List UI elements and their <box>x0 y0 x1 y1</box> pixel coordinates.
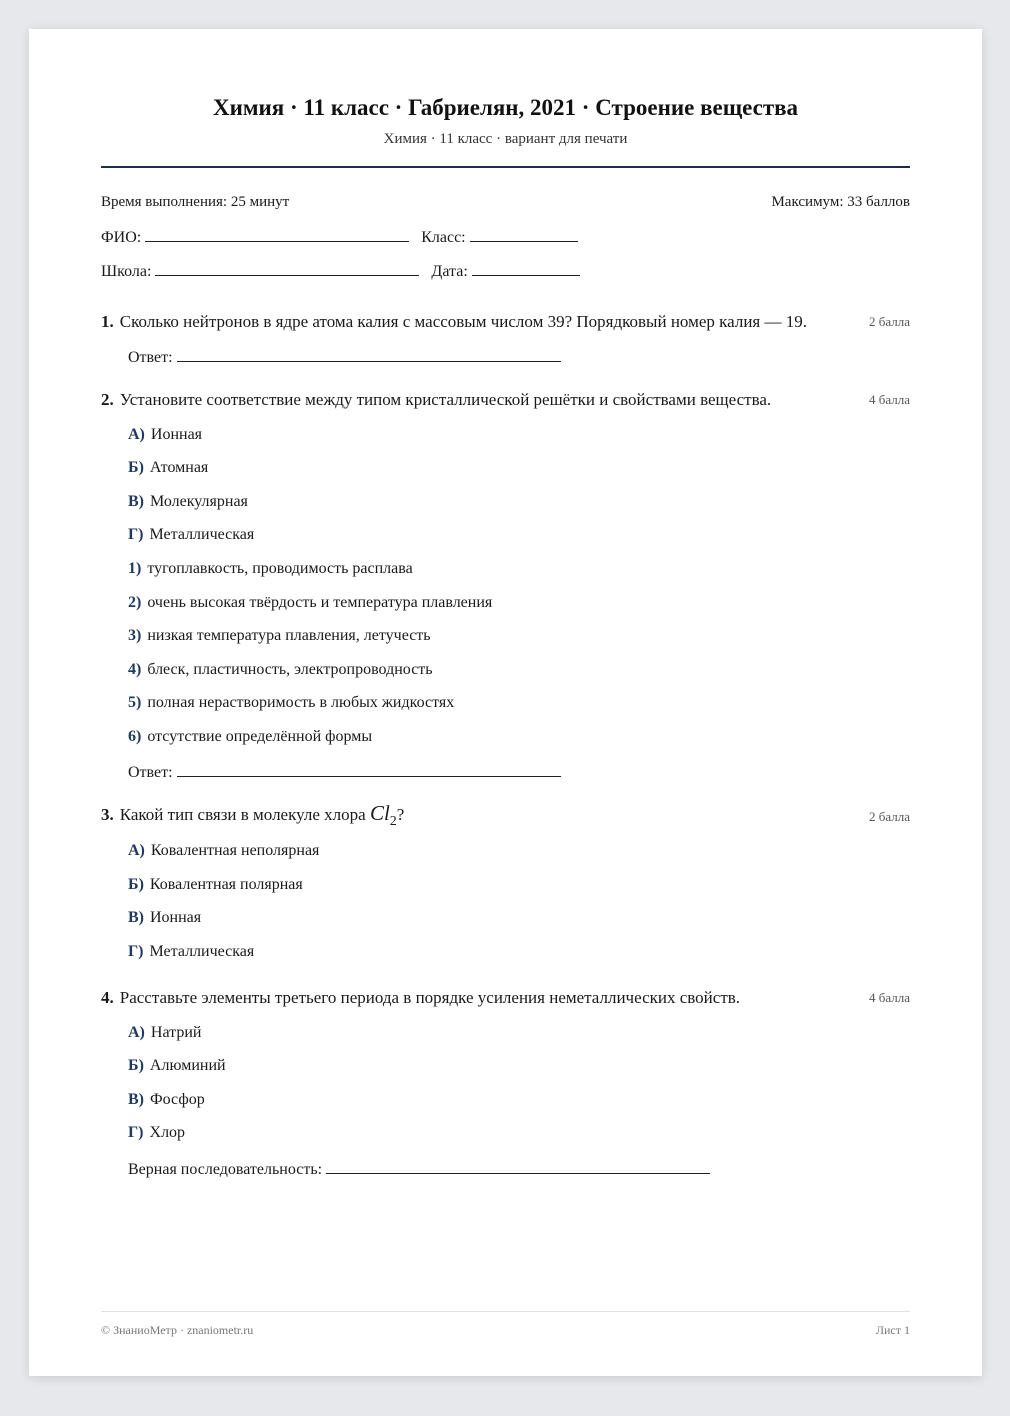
option-item <box>128 728 372 746</box>
option-label: А) <box>128 426 145 443</box>
question-points: 4 балла <box>869 392 910 407</box>
question-number: 1. <box>101 312 114 331</box>
page-title: Химия · 11 класс · Габриелян, 2021 · Строение вещества <box>212 95 799 120</box>
question-4 <box>101 988 910 1008</box>
option-text: Хлор <box>149 1124 186 1141</box>
fio-blank[interactable] <box>145 227 409 242</box>
option-item <box>128 842 319 860</box>
footer-divider <box>101 1311 910 1312</box>
option-item <box>128 1057 226 1075</box>
fio-label: ФИО: <box>101 229 142 246</box>
option-item <box>128 1124 185 1142</box>
answer-row-1 <box>128 347 561 367</box>
option-text: тугоплавкость, проводимость расплава <box>147 560 413 577</box>
option-text: Ковалентная неполярная <box>150 842 320 859</box>
option-text: Молекулярная <box>150 493 248 510</box>
option-item <box>128 459 208 477</box>
school-blank[interactable] <box>155 261 419 276</box>
option-item <box>128 909 201 927</box>
answer-blank[interactable] <box>177 762 561 777</box>
answer-row-2 <box>128 762 561 782</box>
question-text: Расставьте элементы третьего периода в порядке усиления неметаллических свойств. <box>119 988 741 1007</box>
page-content <box>101 29 910 1376</box>
option-item <box>128 943 254 961</box>
option-label: 4) <box>128 661 142 678</box>
answer-blank[interactable] <box>177 347 561 362</box>
class-blank[interactable] <box>470 227 578 242</box>
class-label: Класс: <box>421 229 466 246</box>
option-label: Г) <box>128 943 144 960</box>
option-label: 5) <box>128 694 142 711</box>
answer-label: Ответ: <box>128 349 173 366</box>
option-label: 6) <box>128 728 142 745</box>
question-number: 3. <box>101 805 114 824</box>
option-label: В) <box>128 1091 144 1108</box>
option-text: Фосфор <box>150 1091 205 1108</box>
question-number: 2. <box>101 390 114 409</box>
date-blank[interactable] <box>472 261 580 276</box>
date-label: Дата: <box>431 263 468 280</box>
question-text: Какой тип связи в молекуле хлора <box>119 805 366 824</box>
option-label: Б) <box>128 459 144 476</box>
option-text: Натрий <box>150 1024 202 1041</box>
option-text: Атомная <box>149 459 209 476</box>
worksheet-page <box>29 29 982 1376</box>
question-points: 4 балла <box>869 990 910 1005</box>
option-text: полная нерастворимость в любых жидкостях <box>147 694 455 711</box>
option-text: Ионная <box>150 426 203 443</box>
option-text: Алюминий <box>149 1057 226 1074</box>
formula-main: Cl <box>369 801 390 825</box>
school-label: Школа: <box>101 263 152 280</box>
option-text: отсутствие определённой формы <box>147 728 373 745</box>
answer-row-4 <box>128 1159 710 1179</box>
option-label: А) <box>128 842 145 859</box>
option-text: Ионная <box>150 909 202 926</box>
page-subtitle: Химия · 11 класс · вариант для печати <box>383 131 628 147</box>
question-points: 2 балла <box>869 314 910 329</box>
option-item <box>128 627 431 645</box>
question-text-end: ? <box>396 805 405 824</box>
option-text: блеск, пластичность, электропроводность <box>147 661 433 678</box>
question-text: Установите соответствие между типом кристаллической решётки и свойствами вещества. <box>119 390 772 409</box>
option-label: В) <box>128 493 144 510</box>
option-text: очень высокая твёрдость и температура плавления <box>147 594 493 611</box>
question-text: Сколько нейтронов в ядре атома калия с массовым числом 39? Порядковый номер калия — 19. <box>119 312 808 331</box>
header-divider <box>101 166 910 168</box>
question-points: 2 балла <box>869 809 910 824</box>
option-text: Металлическая <box>149 526 255 543</box>
footer-page-number: Лист 1 <box>875 1323 910 1337</box>
option-label: 3) <box>128 627 142 644</box>
max-score: Максимум: 33 баллов <box>771 194 910 210</box>
option-label: А) <box>128 1024 145 1041</box>
answer-blank[interactable] <box>326 1159 710 1174</box>
option-label: В) <box>128 909 144 926</box>
fio-class-row <box>101 227 578 247</box>
answer-label: Ответ: <box>128 764 173 781</box>
option-text: Металлическая <box>149 943 255 960</box>
option-item <box>128 1091 205 1109</box>
option-item <box>128 493 248 511</box>
answer-label: Верная последовательность: <box>128 1161 323 1178</box>
option-item <box>128 661 433 679</box>
chemical-formula <box>369 801 397 830</box>
footer-copyright: © ЗнаниоМетр · znaniometr.ru <box>101 1323 254 1337</box>
school-date-row <box>101 261 580 281</box>
option-item <box>128 560 413 578</box>
option-item <box>128 594 492 612</box>
option-item <box>128 1024 201 1042</box>
option-item <box>128 694 454 712</box>
question-1 <box>101 312 910 332</box>
option-label: Б) <box>128 876 144 893</box>
option-label: Г) <box>128 526 144 543</box>
option-item <box>128 876 303 894</box>
question-2 <box>101 390 910 410</box>
formula-subscript: 2 <box>389 814 397 830</box>
option-text: Ковалентная полярная <box>149 876 303 893</box>
time-limit: Время выполнения: 25 минут <box>101 194 290 210</box>
option-label: 1) <box>128 560 142 577</box>
option-label: Б) <box>128 1057 144 1074</box>
option-item <box>128 526 254 544</box>
question-number: 4. <box>101 988 114 1007</box>
option-item <box>128 426 202 444</box>
option-label: 2) <box>128 594 142 611</box>
option-text: низкая температура плавления, летучесть <box>147 627 431 644</box>
option-label: Г) <box>128 1124 144 1141</box>
question-3 <box>101 801 910 830</box>
